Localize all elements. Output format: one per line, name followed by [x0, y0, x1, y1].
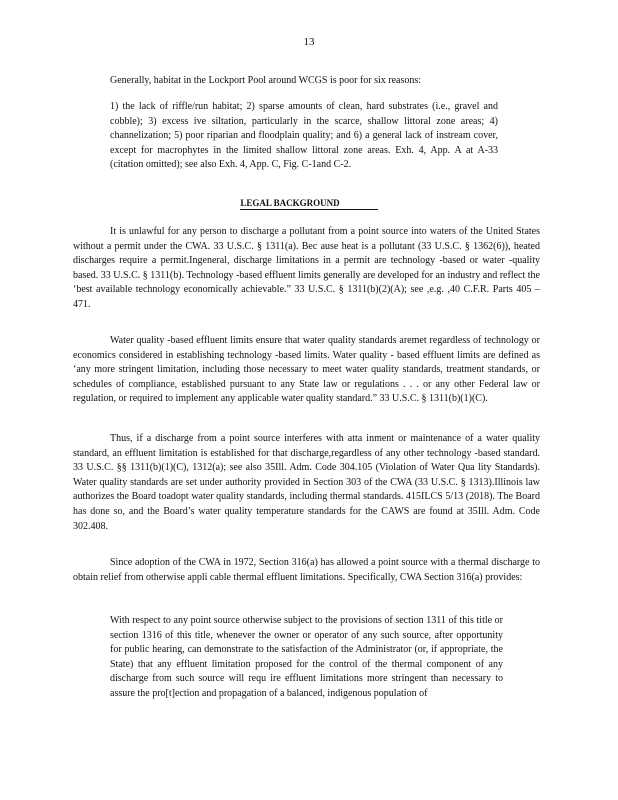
paragraph-water-quality-limits: Water quality -based effluent limits ensure that water quality standards aremet regardless of technology or economics considered in establishing technology -based limits. Water quality - based effluent limits are defined as ‘any more stringent limitation, including those necessary to meet water quality standards, treatment standards, or schedules of compliance, established pursuant to any State law or regulations . . . or any other Federal law or regulation, or required to implement any applicable water quality standard.” 33 U.S.C. § 1311(b)(1)(C).	[73, 335, 540, 405]
section-heading	[0, 198, 618, 210]
paragraph-section-316a: Since adoption of the CWA in 1972, Section 316(a) has allowed a point source with a thermal discharge to obtain relief from otherwise appli cable thermal effluent limitations. Specifically, CWA Section 316(a) provides:	[73, 557, 540, 583]
page-number: 13	[303, 36, 315, 48]
paragraph-thermal-standards: Thus, if a discharge from a point source interferes with atta inment or maintenance of a water quality standard, an effluent limitation is established for that discharge,regardless of any other technology -based standard. 33 U.S.C. §§ 1311(b)(1)(C), 1312(a); see also 35Ill. Adm. Code 304.105 (Violation of Water Qua lity Standards). Water quality standards are set under authority provided in Section 303 of the CWA (33 U.S.C. § 1313).Illinois law authorizes the Board toadopt water quality standards, including thermal standards. 415ILCS 5/13 (2018). The Board has done so, and the Board’s water quality temperature standards for the CAWS are found at 35Ill. Adm. Code 302.408.	[73, 433, 540, 532]
section-heading-text: LEGAL BACKGROUND	[240, 198, 377, 210]
intro-sentence: Generally, habitat in the Lockport Pool around WCGS is poor for six reasons:	[110, 75, 422, 86]
block-quote-316a: With respect to any point source otherwise subject to the provisions of section 1311 of this title or section 1316 of this title, whenever the owner or operator of any such source, after opportunity for public hearing, can demonstrate to the satisfaction of the Administrator (or, if appropriate, the State) that any effluent limitation proposed for the control of the thermal component of any discharge from such source will requ ire effluent limitations more stringent than necessary to assure the pro[t]ection and propagation of a balanced, indigenous population of	[110, 615, 503, 699]
paragraph-unlawful-discharge: It is unlawful for any person to discharge a pollutant from a point source into waters of the United States without a permit under the CWA. 33 U.S.C. § 1311(a). Bec ause heat is a pollutant (33 U.S.C. § 1362(6)), heated discharges require a permit.Ingeneral, discharge limitations in a permit are technology -based or water -quality based. 33 U.S.C. § 1311(b). Technology -based effluent limits generally are developed for an industry and reflect the ‘best available technology economically achievable.” 33 U.S.C. § 1311(b)(2)(A); see ,e.g. ,40 C.F.R. Parts 405 – 471.	[73, 226, 540, 310]
reasons-list-paragraph: 1) the lack of riffle/run habitat; 2) sparse amounts of clean, hard substrates (i.e., gravel and cobble); 3) excess ive siltation, particularly in the scarce, shallow littoral zone areas; 4) channelization; 5) poor riparian and floodplain quality; and 6) a general lack of instream cover, except for macrophytes in the limited shallow littoral zone areas. Exh. 4, App. A at A-33 (citation omitted); see also Exh. 4, App. C, Fig. C-1and C-2.	[110, 101, 498, 171]
